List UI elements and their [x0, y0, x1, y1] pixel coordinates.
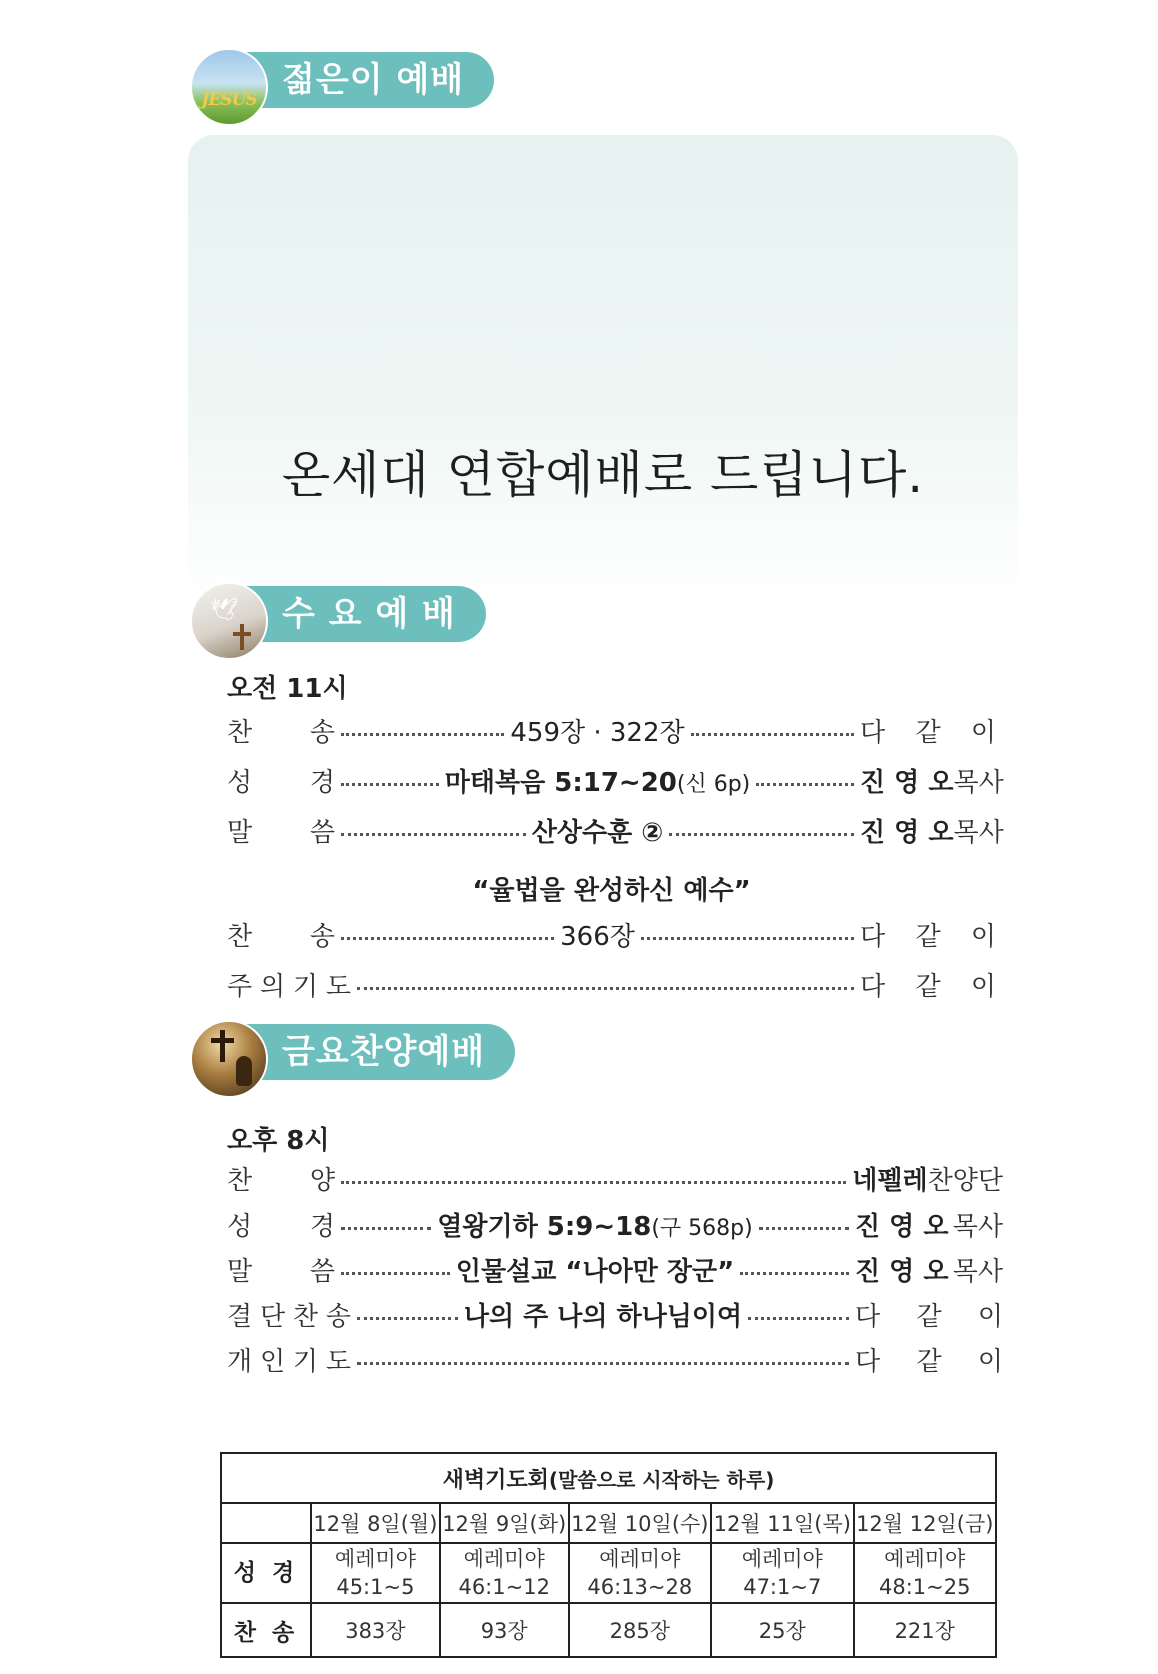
hymn-cell: 285장: [569, 1603, 711, 1657]
youth-notice-panel: [188, 135, 1018, 605]
leader: 다 같 이: [860, 971, 996, 1002]
order-row: 찬 송 459장 · 322장 다 같 이: [227, 710, 996, 750]
order-row: 성 경 열왕기하 5:9~18(구 568p) 진 영 오 목사: [227, 1204, 1003, 1244]
friday-worship-title: 금요찬양예배: [230, 1024, 515, 1080]
leader: 진 영 오 목사: [860, 817, 1004, 848]
order-row: 결 단 찬 송 나의 주 나의 하나님이여 다 같 이: [227, 1294, 1003, 1334]
hymn-numbers: 366장: [560, 921, 635, 952]
leader: 다 같 이: [855, 1346, 1003, 1377]
leader: 다 같 이: [860, 717, 996, 748]
date-cell: 12월 12일(금): [854, 1503, 997, 1543]
dawn-prayer-table: [220, 1452, 997, 1658]
scripture-cell: 예레미야 46:13~28: [569, 1543, 711, 1603]
jesus-badge-text: JESUS: [201, 90, 257, 110]
wednesday-worship-title: 수 요 예 배: [230, 586, 486, 642]
hymn-numbers: 459장 · 322장: [510, 717, 685, 748]
sermon-subtitle: “율법을 완성하신 예수”: [472, 876, 751, 906]
hymn-cell: 221장: [854, 1603, 997, 1657]
youth-notice-text: 온세대 연합예배로 드립니다.: [281, 446, 925, 504]
response-hymn: 나의 주 나의 하나님이여: [463, 1301, 743, 1332]
date-cell: 12월 11일(목): [711, 1503, 853, 1543]
scripture-reference: 열왕기하 5:9~18(구 568p): [437, 1211, 753, 1242]
leader: 진 영 오 목사: [855, 1211, 1003, 1242]
leader: 진 영 오 목사: [855, 1256, 1004, 1287]
scripture-reference: 마태복음 5:17~20(신 6p): [444, 767, 751, 798]
order-row: 찬 송 366장 다 같 이: [227, 914, 996, 954]
jesus-badge-icon: [190, 48, 268, 126]
order-row: 말 씀 산상수훈 ② 진 영 오 목사: [227, 810, 996, 850]
scripture-cell: 예레미야 47:1~7: [711, 1543, 853, 1603]
order-row: 찬 양 네펠레 찬양단: [227, 1158, 1003, 1198]
friday-time: 오후 8시: [227, 1126, 330, 1156]
scripture-cell: 예레미야 48:1~25: [854, 1543, 997, 1603]
hymn-cell: 93장: [440, 1603, 569, 1657]
scripture-row-label: 성 경: [221, 1543, 311, 1603]
wednesday-time: 오전 11시: [227, 674, 348, 704]
order-row: 개 인 기 도 다 같 이: [227, 1339, 1003, 1379]
order-row: 주 의 기 도 다 같 이: [227, 964, 996, 1004]
youth-worship-title: 젊은이 예배: [230, 52, 494, 108]
date-cell: 12월 9일(화): [440, 1503, 569, 1543]
date-cell: 12월 8일(월): [311, 1503, 440, 1543]
hymn-cell: 383장: [311, 1603, 440, 1657]
hymn-row-label: 찬 송: [221, 1603, 311, 1657]
order-row: 성 경 마태복음 5:17~20(신 6p) 진 영 오 목사: [227, 760, 996, 800]
sermon-title: 산상수훈 ②: [531, 817, 664, 848]
leader: 다 같 이: [860, 921, 996, 952]
leader: 다 같 이: [855, 1301, 1004, 1332]
leader: 네펠레 찬양단: [852, 1165, 1003, 1196]
scripture-cell: 예레미야 46:1~12: [440, 1543, 569, 1603]
leader: 진 영 오 목사: [860, 767, 1004, 798]
dawn-prayer-title: 새벽기도회(말씀으로 시작하는 하루): [221, 1453, 996, 1503]
date-cell: 12월 10일(수): [569, 1503, 711, 1543]
hymn-cell: 25장: [711, 1603, 853, 1657]
order-row: 말 씀 인물설교 “나아만 장군” 진 영 오 목사: [227, 1249, 1003, 1289]
sermon-title: 인물설교 “나아만 장군”: [455, 1256, 735, 1287]
praise-cross-icon: [190, 1020, 268, 1098]
dove-cross-icon: 🕊: [190, 582, 268, 660]
scripture-cell: 예레미야 45:1~5: [311, 1543, 440, 1603]
